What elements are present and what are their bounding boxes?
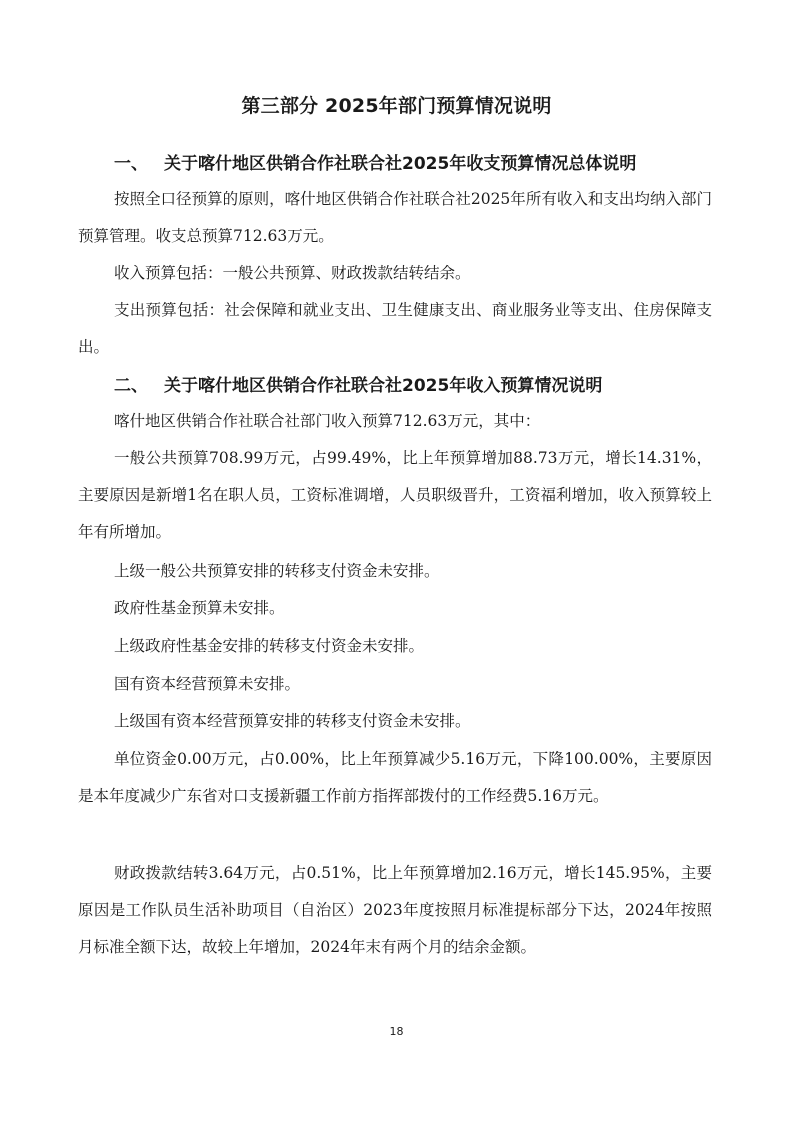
paragraph: 上级国有资本经营预算安排的转移支付资金未安排。 — [114, 712, 471, 730]
section-number-2: 二、 — [114, 376, 148, 396]
paragraph: 喀什地区供销合作社联合社部门收入预算712.63万元，其中： — [114, 412, 541, 430]
page-title: 第三部分 2025年部门预算情况说明 — [241, 95, 552, 117]
paragraph: 国有资本经营预算未安排。 — [114, 675, 301, 693]
page-number: 18 — [389, 1025, 404, 1038]
paragraph: 支出预算包括：社会保障和就业支出、卫生健康支出、商业服务业等支出、住房保障支出。 — [78, 301, 712, 356]
paragraph: 单位资金0.00万元，占0.00%，比上年预算减少5.16万元，下降100.00%，主要原因是本年度减少广东省对口支援新疆工作前方指挥部拨付的工作经费5.16万元。 — [78, 750, 712, 805]
paragraph: 按照全口径预算的原则，喀什地区供销合作社联合社2025年所有收入和支出均纳入部门预算管理。收支总预算712.63万元。 — [78, 190, 712, 245]
section-number-1: 一、 — [114, 154, 148, 174]
section-heading-1 — [114, 151, 636, 177]
section-heading-text-2: 关于喀什地区供销合作社联合社2025年收入预算情况说明 — [164, 376, 603, 396]
paragraph: 一般公共预算708.99万元，占99.49%，比上年预算增加88.73万元，增长14.31%，主要原因是新增1名在职人员，工资标准调增，人员职级晋升，工资福利增加，收入预算较上年有所增加。 — [78, 449, 712, 541]
paragraph: 上级一般公共预算安排的转移支付资金未安排。 — [114, 562, 440, 580]
section-heading-text-1: 关于喀什地区供销合作社联合社2025年收支预算情况总体说明 — [164, 154, 637, 174]
paragraph: 政府性基金预算未安排。 — [114, 599, 285, 617]
paragraph: 收入预算包括：一般公共预算、财政拨款结转结余。 — [114, 264, 471, 282]
paragraph: 财政拨款结转3.64万元，占0.51%，比上年预算增加2.16万元，增长145.95%，主要原因是工作队员生活补助项目（自治区）2023年度按照月标准提标部分下达，2024年按照月标准全额下达，故较上年增加，2024年末有两个月的结余金额。 — [78, 864, 712, 956]
paragraph: 上级政府性基金安排的转移支付资金未安排。 — [114, 637, 425, 655]
section-heading-2 — [114, 373, 602, 399]
